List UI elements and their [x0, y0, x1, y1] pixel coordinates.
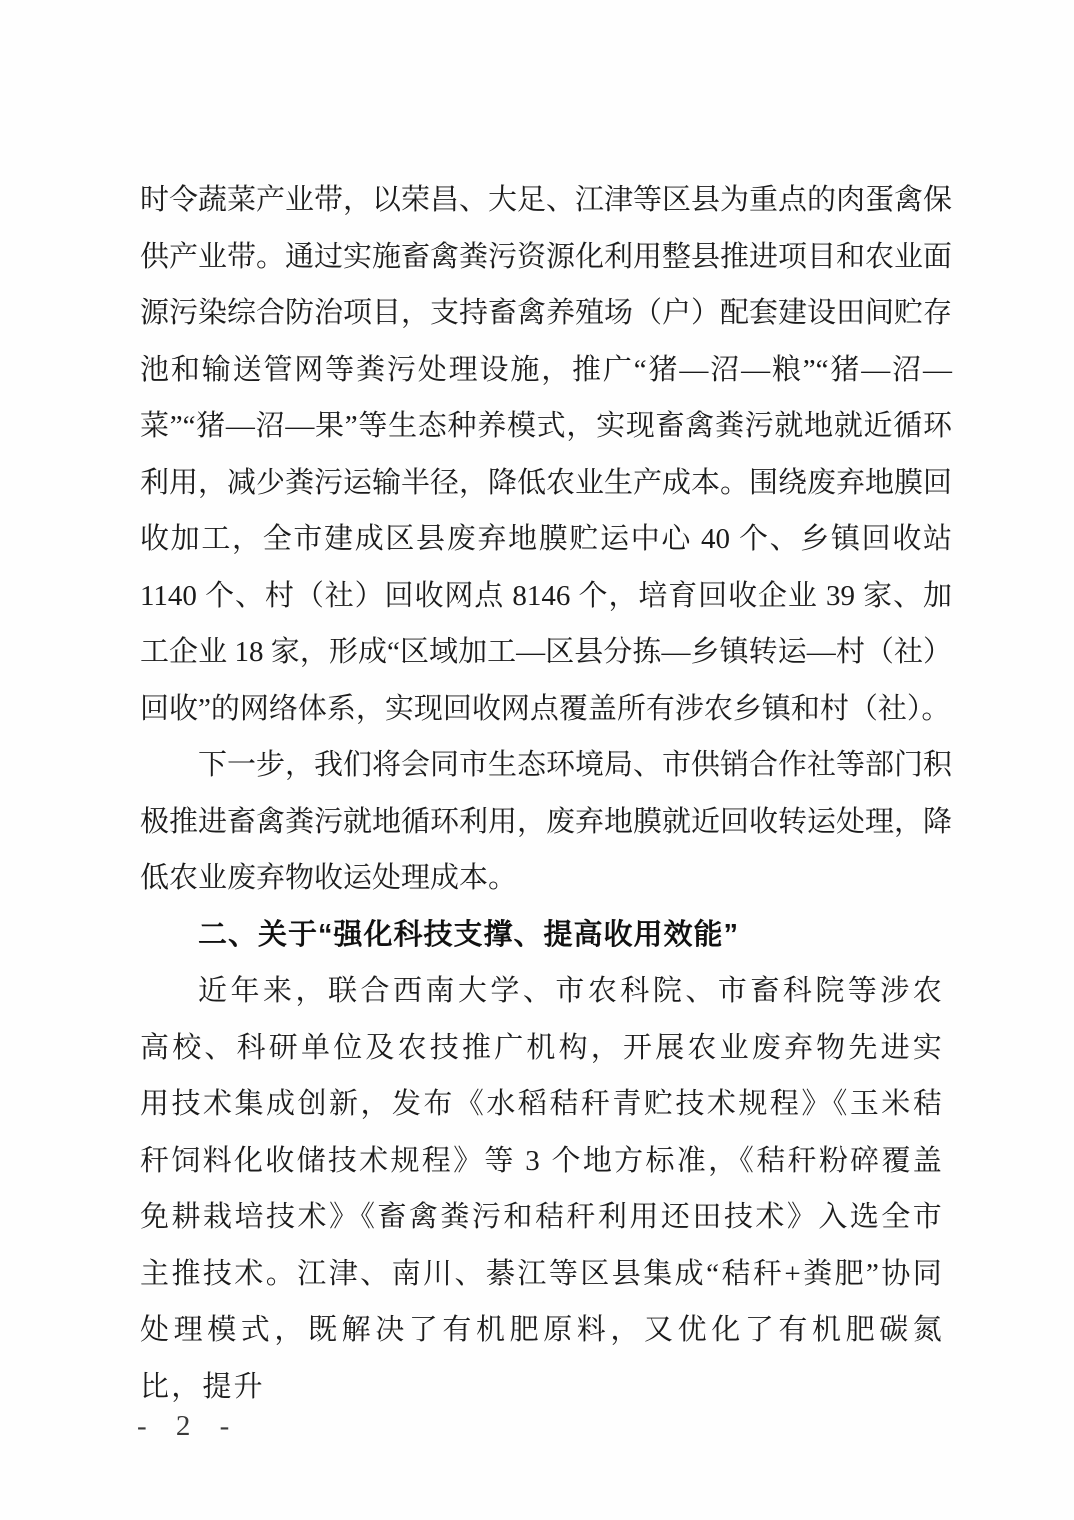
- section-heading: 二、关于“强化科技支撑、提高收用效能”: [198, 918, 740, 951]
- paragraph-continued: 时令蔬菜产业带，以荣昌、大足、江津等区县为重点的肉蛋禽保供产业带。通过实施畜禽粪污资源化利用整县推进项目和农业面源污染综合防治项目，支持畜禽养殖场（户）配套建设田间贮存池和输送管网等粪污处理设施，推广“猪—沼—粮”“猪—沼—菜”“猪—沼—果”等生态种养模式，实现畜禽粪污就地就近循环利用，减少粪污运输半径，降低农业生产成本。围绕废弃地膜回收加工，全市建成区县废弃地膜贮运中心 40 个、乡镇回收站 1140 个、村（社）回收网点 8146 个，培育回收企业 39 家、加工企业 18 家，形成“区域加工—区县分拣—乡镇转运—村（社）回收”的网络体系，实现回收网点覆盖所有涉农乡镇和村（社）。: [140, 184, 953, 725]
- page-number: - 2 -: [137, 1410, 236, 1442]
- paragraph-next-steps: 下一步，我们将会同市生态环境局、市供销合作社等部门积极推进畜禽粪污就地循环利用，废弃地膜就近回收转运处理，降低农业废弃物收运处理成本。: [140, 749, 953, 894]
- document-body: [140, 172, 952, 1415]
- paragraph-science-support: 近年来，联合西南大学、市农科院、市畜科院等涉农高校、科研单位及农技推广机构，开展农业废弃物先进实用技术集成创新，发布《水稻秸秆青贮技术规程》《玉米秸秆饲料化收储技术规程》等 3 个地方标准，《秸秆粉碎覆盖免耕栽培技术》《畜禽粪污和秸秆利用还田技术》入选全市主推技术。江津、南川、綦江等区县集成“秸秆+粪肥”协同处理模式，既解决了有机肥原料，又优化了有机肥碳氮比，提升: [140, 975, 944, 1403]
